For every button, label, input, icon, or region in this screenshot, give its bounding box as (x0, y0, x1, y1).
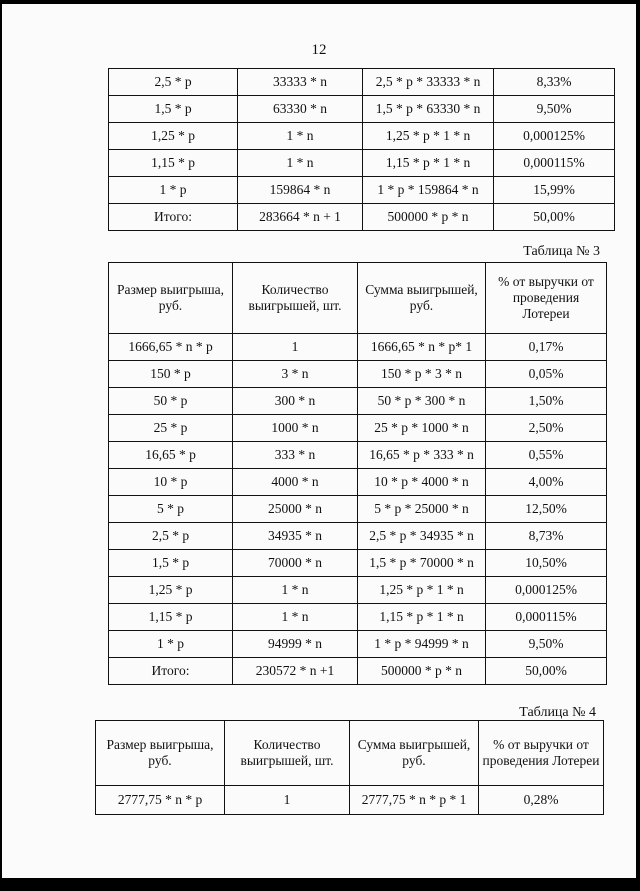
table-cell: 500000 * p * n (363, 204, 494, 231)
table-cell: 33333 * n (238, 69, 363, 96)
table-cell: 16,65 * p * 333 * n (358, 442, 486, 469)
table-cell: 1,50% (486, 388, 607, 415)
table-cell: 0,55% (486, 442, 607, 469)
table-cell: 1,15 * p * 1 * n (358, 604, 486, 631)
table-cell: 50 * p (109, 388, 233, 415)
table-4-caption: Таблица № 4 (519, 705, 596, 720)
table-cell: 1,5 * p * 70000 * n (358, 550, 486, 577)
table-cell: 1 * n (238, 123, 363, 150)
table-cell: 4000 * n (233, 469, 358, 496)
column-header: Сумма выигрышей, руб. (358, 263, 486, 334)
table-cell: 1,15 * p (109, 604, 233, 631)
table-row (109, 415, 607, 442)
table-cell: 2,5 * p (109, 523, 233, 550)
column-header: Размер выигрыша, руб. (96, 721, 225, 786)
table-cell: 1666,65 * n * p* 1 (358, 334, 486, 361)
table-cell: 10 * p * 4000 * n (358, 469, 486, 496)
table-cell: 159864 * n (238, 177, 363, 204)
table-row (109, 388, 607, 415)
table-row (109, 631, 607, 658)
table-cell: 2,50% (486, 415, 607, 442)
page-number: 12 (311, 42, 327, 58)
table-cell: 50,00% (486, 658, 607, 685)
table-cell: 1,5 * p (109, 550, 233, 577)
table-cell: 0,28% (479, 786, 604, 815)
table-cell: 2777,75 * n * p (96, 786, 225, 815)
table-cell: 1666,65 * n * p (109, 334, 233, 361)
table-cell: 2,5 * p (109, 69, 238, 96)
table-cell: 5 * p * 25000 * n (358, 496, 486, 523)
table-cell: 70000 * n (233, 550, 358, 577)
column-header: Количество выигрышей, шт. (233, 263, 358, 334)
table-cell: 2777,75 * n * p * 1 (350, 786, 479, 815)
table-header-row (96, 721, 604, 786)
table-cell: 1 (233, 334, 358, 361)
column-header: % от выручки от проведения Лотереи (479, 721, 604, 786)
table-row (109, 150, 615, 177)
table-row (109, 177, 615, 204)
table-cell: 1000 * n (233, 415, 358, 442)
table-cell: 63330 * n (238, 96, 363, 123)
table-cell: 50 * p * 300 * n (358, 388, 486, 415)
table-cell: 5 * p (109, 496, 233, 523)
table-cell: 1,5 * p (109, 96, 238, 123)
table-row (109, 361, 607, 388)
table-cell: 1,15 * p (109, 150, 238, 177)
table-cell: 25000 * n (233, 496, 358, 523)
table-row (109, 469, 607, 496)
table-cell: 0,000125% (494, 123, 615, 150)
table-cell: 0,000115% (494, 150, 615, 177)
table-cell: 1 (225, 786, 350, 815)
table-cell: 1 * p (109, 177, 238, 204)
table-cell: 0,05% (486, 361, 607, 388)
table-cell: 230572 * n +1 (233, 658, 358, 685)
table-cell: 2,5 * p * 34935 * n (358, 523, 486, 550)
table-cell: 0,000115% (486, 604, 607, 631)
table-cell: 0,000125% (486, 577, 607, 604)
table-row (109, 334, 607, 361)
prize-table-2-continued (108, 68, 615, 231)
table-cell: 333 * n (233, 442, 358, 469)
table-cell: 1 * n (233, 577, 358, 604)
table-cell: 1 * p * 94999 * n (358, 631, 486, 658)
column-header: % от выручки от проведения Лотереи (486, 263, 607, 334)
table-3-caption: Таблица № 3 (523, 244, 600, 259)
table-cell: 15,99% (494, 177, 615, 204)
table-row (109, 604, 607, 631)
table-cell: 300 * n (233, 388, 358, 415)
table-cell: 34935 * n (233, 523, 358, 550)
table-row (109, 442, 607, 469)
column-header: Размер выигрыша, руб. (109, 263, 233, 334)
table-row (109, 523, 607, 550)
column-header: Сумма выигрышей, руб. (350, 721, 479, 786)
table-cell: 500000 * p * n (358, 658, 486, 685)
table-cell: 0,17% (486, 334, 607, 361)
table-cell: 150 * p (109, 361, 233, 388)
table-cell: 1,25 * p * 1 * n (363, 123, 494, 150)
table-cell: 1 * p * 159864 * n (363, 177, 494, 204)
column-header: Количество выигрышей, шт. (225, 721, 350, 786)
document-page (2, 4, 636, 878)
prize-table-3 (108, 262, 607, 685)
table-cell: 12,50% (486, 496, 607, 523)
table-row (109, 550, 607, 577)
table-row (109, 496, 607, 523)
table-row (109, 123, 615, 150)
table-row (109, 204, 615, 231)
table-cell: 1,15 * p * 1 * n (363, 150, 494, 177)
table-cell: Итого: (109, 658, 233, 685)
table-cell: 10 * p (109, 469, 233, 496)
table-cell: 1 * n (233, 604, 358, 631)
table-cell: Итого: (109, 204, 238, 231)
table-row (109, 577, 607, 604)
table-cell: 8,33% (494, 69, 615, 96)
table-cell: 8,73% (486, 523, 607, 550)
table-cell: 4,00% (486, 469, 607, 496)
table-cell: 150 * p * 3 * n (358, 361, 486, 388)
table-cell: 16,65 * p (109, 442, 233, 469)
table-row (109, 96, 615, 123)
table-cell: 1,25 * p (109, 577, 233, 604)
table-cell: 1,25 * p * 1 * n (358, 577, 486, 604)
table-cell: 25 * p * 1000 * n (358, 415, 486, 442)
table-cell: 1 * p (109, 631, 233, 658)
table-cell: 94999 * n (233, 631, 358, 658)
table-cell: 283664 * n + 1 (238, 204, 363, 231)
table-cell: 1 * n (238, 150, 363, 177)
prize-table-4 (95, 720, 604, 815)
table-cell: 10,50% (486, 550, 607, 577)
table-cell: 9,50% (494, 96, 615, 123)
table-cell: 3 * n (233, 361, 358, 388)
table-cell: 9,50% (486, 631, 607, 658)
table-cell: 25 * p (109, 415, 233, 442)
table-cell: 1,25 * p (109, 123, 238, 150)
table-row (109, 658, 607, 685)
table-row (96, 786, 604, 815)
table-row (109, 69, 615, 96)
table-cell: 50,00% (494, 204, 615, 231)
table-cell: 1,5 * p * 63330 * n (363, 96, 494, 123)
table-header-row (109, 263, 607, 334)
table-cell: 2,5 * p * 33333 * n (363, 69, 494, 96)
